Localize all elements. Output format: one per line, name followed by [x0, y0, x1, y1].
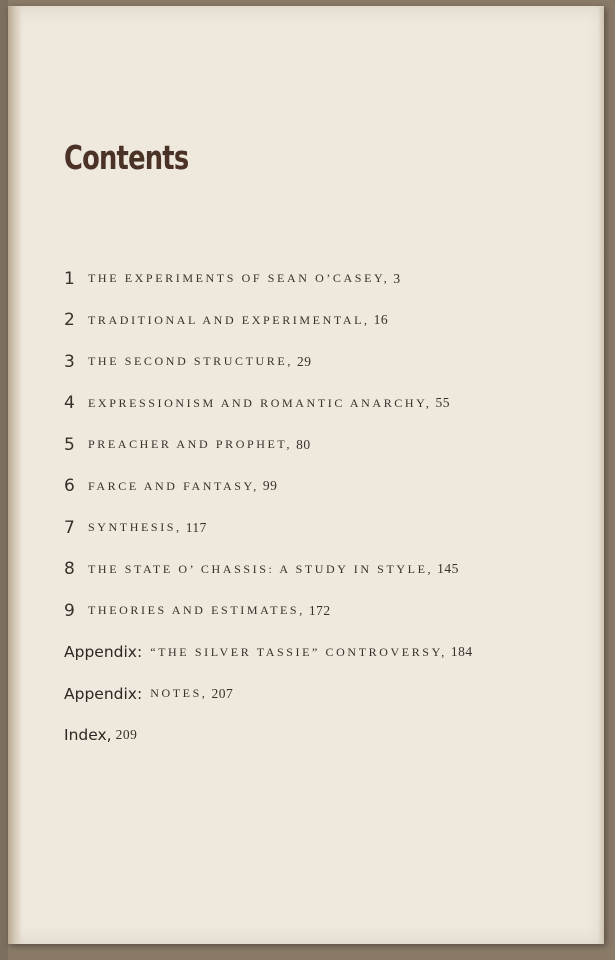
- chapter-number: 1: [64, 268, 75, 289]
- chapter-number: 8: [64, 559, 75, 580]
- appendix-title: “THE SILVER TASSIE” CONTROVERSY,: [150, 644, 447, 659]
- toc-entry-chapter-2: [64, 300, 584, 342]
- toc-entry-chapter-9: [64, 590, 584, 632]
- chapter-title: TRADITIONAL AND EXPERIMENTAL,: [88, 312, 370, 327]
- table-of-contents: [64, 258, 584, 756]
- chapter-page: 3: [393, 270, 401, 286]
- book-page: [8, 6, 604, 944]
- chapter-page: 99: [262, 478, 278, 494]
- chapter-title: FARCE AND FANTASY,: [88, 478, 259, 493]
- chapter-page: 16: [373, 312, 389, 328]
- chapter-page: 145: [437, 561, 459, 577]
- toc-entry-index: [64, 715, 584, 757]
- chapter-page: 117: [185, 519, 207, 535]
- toc-entry-chapter-4: [64, 383, 584, 425]
- toc-entry-chapter-1: [64, 258, 584, 300]
- chapter-page: 172: [308, 602, 331, 618]
- appendix-label: Appendix:: [64, 643, 143, 662]
- page-title: Contents: [64, 138, 189, 177]
- chapter-title: SYNTHESIS,: [88, 520, 182, 535]
- chapter-number: 4: [64, 393, 75, 414]
- toc-entry-chapter-5: [64, 424, 584, 466]
- book-spine: [0, 0, 8, 960]
- index-label: Index,: [64, 726, 112, 745]
- chapter-number: 2: [64, 310, 75, 331]
- chapter-title: EXPRESSIONISM AND ROMANTIC ANARCHY,: [88, 395, 432, 410]
- chapter-title: THEORIES AND ESTIMATES,: [88, 603, 305, 618]
- chapter-title: THE STATE O’ CHASSIS: A STUDY IN STYLE,: [88, 561, 434, 576]
- index-page: 209: [115, 727, 138, 743]
- appendix-title: NOTES,: [150, 686, 208, 701]
- chapter-number: 7: [64, 517, 75, 538]
- toc-entry-chapter-8: [64, 549, 584, 591]
- chapter-page: 29: [296, 353, 312, 369]
- toc-entry-appendix-2: [64, 673, 584, 715]
- chapter-page: 80: [296, 436, 311, 452]
- appendix-page: 184: [450, 644, 473, 660]
- toc-entry-appendix-1: [64, 632, 584, 674]
- chapter-title: PREACHER AND PROPHET,: [88, 437, 293, 452]
- toc-entry-chapter-3: [64, 341, 584, 383]
- page-edge: [598, 6, 604, 944]
- appendix-page: 207: [211, 685, 234, 701]
- toc-entry-chapter-7: [64, 507, 584, 549]
- chapter-number: 6: [64, 476, 75, 497]
- appendix-label: Appendix:: [64, 684, 143, 703]
- chapter-number: 3: [64, 351, 75, 372]
- toc-entry-chapter-6: [64, 466, 584, 508]
- chapter-title: THE SECOND STRUCTURE,: [88, 354, 293, 369]
- chapter-number: 5: [64, 434, 75, 455]
- chapter-number: 9: [64, 600, 75, 621]
- chapter-page: 55: [435, 395, 450, 411]
- chapter-title: THE EXPERIMENTS OF SEAN O’CASEY,: [88, 271, 390, 286]
- page-binding-shadow: [8, 6, 22, 944]
